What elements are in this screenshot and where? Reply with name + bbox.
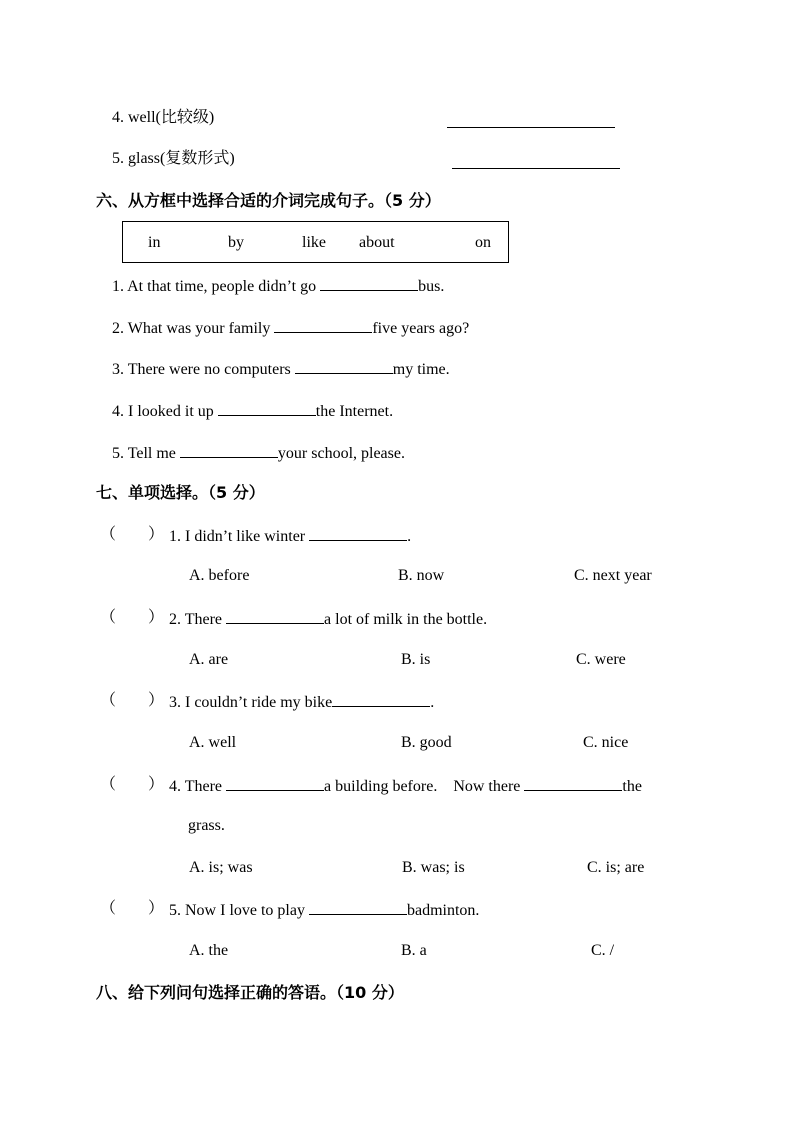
mc-question-2 [169, 608, 487, 630]
question-text: a lot of milk in the bottle. [324, 611, 488, 628]
answer-blank [309, 899, 407, 915]
option-a[interactable]: A. the [189, 942, 229, 959]
fill-item-text: five years ago? [372, 320, 470, 337]
word-option: about [359, 234, 395, 251]
question-text: 1. I didn’t like winter [169, 528, 310, 545]
option-a[interactable]: A. is; was [189, 859, 253, 876]
answer-blank[interactable] [320, 275, 418, 291]
option-b[interactable]: B. a [401, 942, 427, 959]
section7-title: 七、单项选择。（5 分） [96, 483, 265, 502]
section6-title: 六、从方框中选择合适的介词完成句子。（5 分） [96, 191, 441, 210]
fill-item-4 [112, 400, 393, 422]
answer-blank [524, 775, 622, 791]
fill-item-text: 3. There were no computers [112, 361, 295, 378]
option-a[interactable]: A. before [189, 567, 250, 584]
fill-item-text: the Internet. [315, 403, 394, 420]
fill-item-text: 4. I looked it up [112, 403, 218, 420]
word-option: like [302, 234, 326, 251]
answer-blank[interactable] [295, 358, 393, 374]
option-a[interactable]: A. are [189, 651, 229, 668]
fill-item-2 [112, 317, 469, 339]
answer-blank [226, 775, 324, 791]
answer-blank[interactable] [218, 400, 316, 416]
question-text: a building before. Now there [324, 778, 525, 795]
option-c[interactable]: C. were [576, 651, 626, 668]
option-c[interactable]: C. next year [574, 567, 652, 584]
answer-paren-close: ） [148, 692, 165, 709]
fill-item-3 [112, 358, 450, 380]
prev-item-5-text: 5. glass(复数形式) [112, 150, 235, 167]
fill-item-5 [112, 442, 405, 464]
word-option: on [475, 234, 491, 251]
fill-item-text: your school, please. [277, 445, 405, 462]
fill-item-text: 2. What was your family [112, 320, 275, 337]
answer-paren-close: ） [148, 526, 165, 543]
answer-paren-open[interactable]: （ [100, 776, 117, 793]
option-c[interactable]: C. / [591, 942, 615, 959]
word-option: in [148, 234, 161, 251]
question-text: badminton. [406, 902, 480, 919]
option-a[interactable]: A. well [189, 734, 237, 751]
answer-blank[interactable] [447, 112, 615, 128]
answer-paren-open[interactable]: （ [100, 692, 117, 709]
answer-blank[interactable] [452, 153, 620, 169]
answer-paren-close: ） [148, 900, 165, 917]
question-text: . [430, 694, 435, 711]
answer-paren-close: ） [148, 609, 165, 626]
question-text: 5. Now I love to play [169, 902, 309, 919]
question-text: 3. I couldn’t ride my bike [169, 694, 333, 711]
mc-question-4-continuation: grass. [188, 817, 225, 834]
prev-item-4 [112, 108, 214, 128]
answer-paren-open[interactable]: （ [100, 900, 117, 917]
fill-item-1 [112, 275, 444, 297]
mc-question-1 [169, 525, 411, 547]
answer-blank[interactable] [180, 442, 278, 458]
question-text: 2. There [169, 611, 227, 628]
mc-question-5 [169, 899, 479, 921]
option-c[interactable]: C. nice [583, 734, 629, 751]
section8-title: 八、给下列问句选择正确的答语。（10 分） [96, 983, 404, 1002]
question-text: the [622, 778, 642, 795]
mc-question-3 [169, 691, 434, 713]
fill-item-text: 5. Tell me [112, 445, 180, 462]
answer-blank[interactable] [274, 317, 372, 333]
answer-paren-close: ） [148, 776, 165, 793]
answer-blank [309, 525, 407, 541]
answer-paren-open[interactable]: （ [100, 526, 117, 543]
word-option: by [228, 234, 244, 251]
option-b[interactable]: B. now [398, 567, 445, 584]
option-b[interactable]: B. is [401, 651, 431, 668]
option-c[interactable]: C. is; are [587, 859, 645, 876]
option-b[interactable]: B. good [401, 734, 452, 751]
fill-item-text: my time. [392, 361, 450, 378]
option-b[interactable]: B. was; is [402, 859, 465, 876]
mc-question-4 [169, 775, 642, 797]
answer-paren-open[interactable]: （ [100, 609, 117, 626]
answer-blank [226, 608, 324, 624]
fill-item-text: bus. [418, 278, 445, 295]
question-text: . [407, 528, 412, 545]
prev-item-5 [112, 149, 235, 169]
prev-item-4-text: 4. well(比较级) [112, 109, 215, 126]
answer-blank [332, 691, 430, 707]
question-text: 4. There [169, 778, 227, 795]
fill-item-text: 1. At that time, people didn’t go [112, 278, 321, 295]
